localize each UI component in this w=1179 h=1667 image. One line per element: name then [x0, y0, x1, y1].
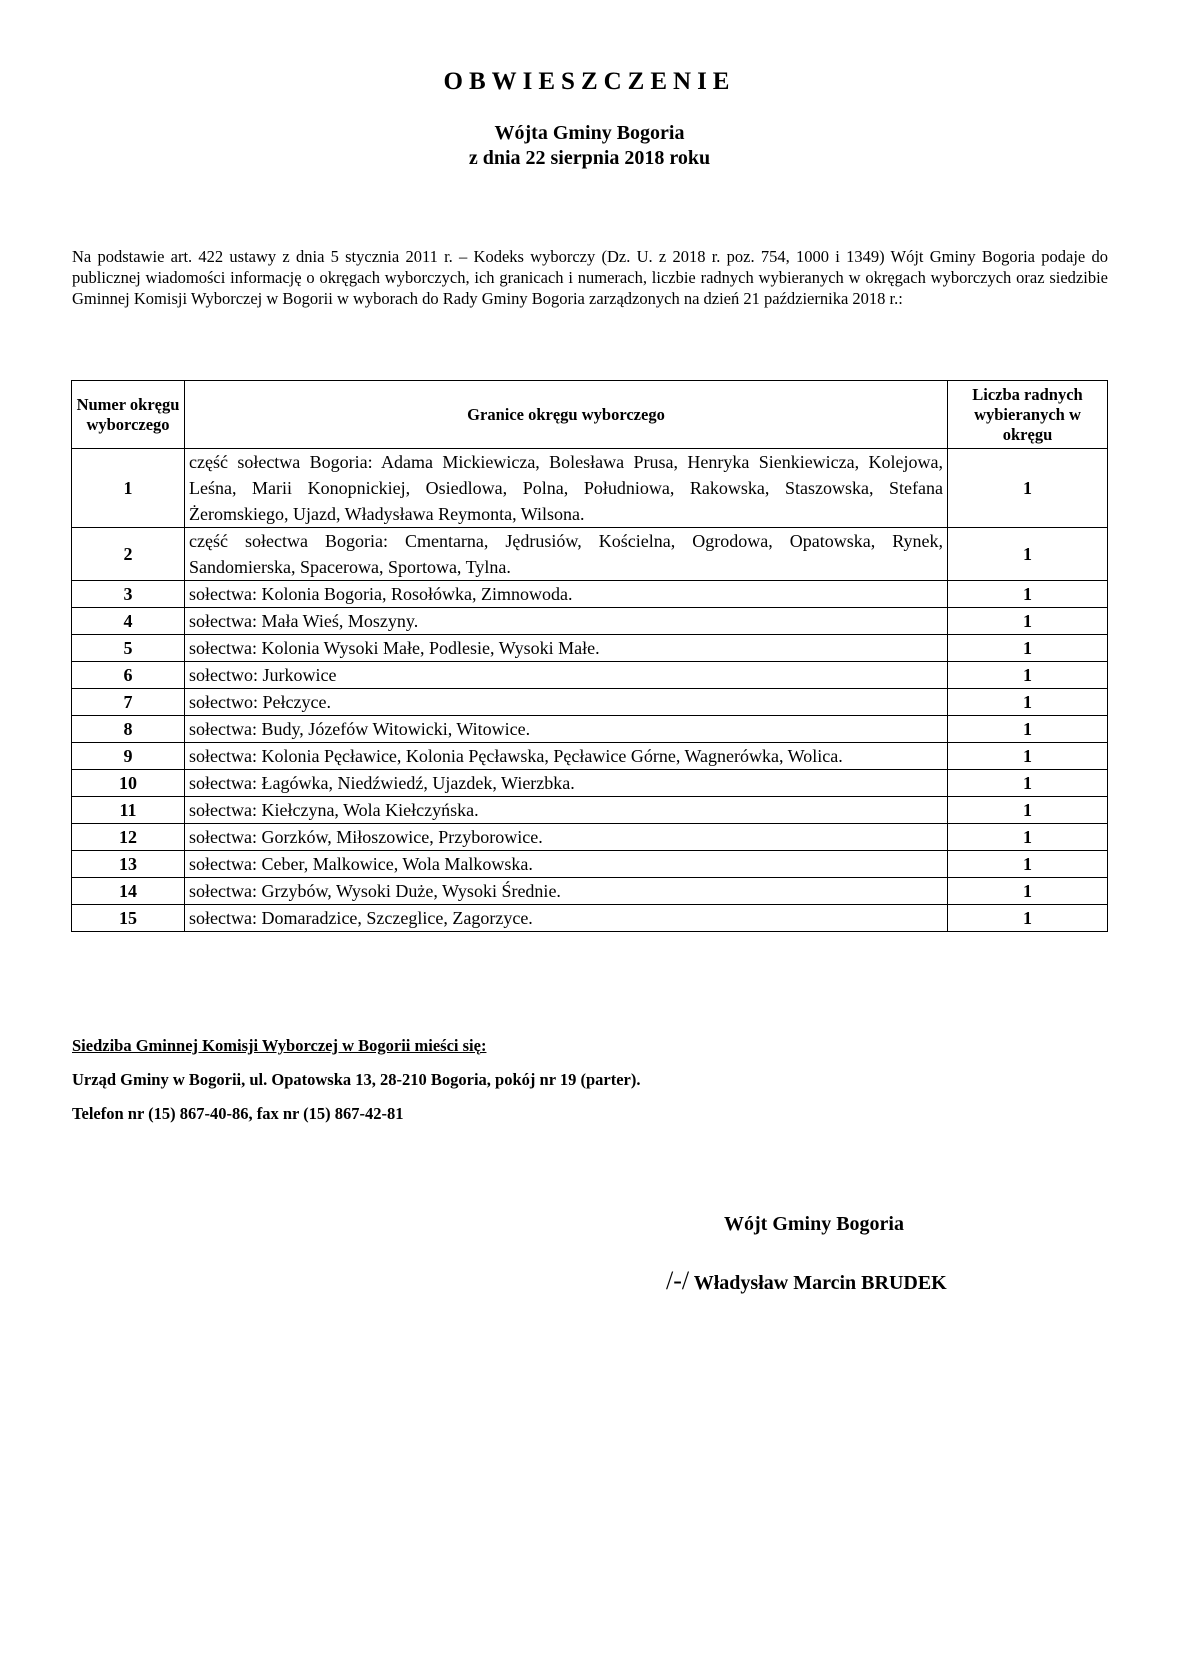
councillor-count: 1: [948, 743, 1108, 770]
commission-phone: Telefon nr (15) 867-40-86, fax nr (15) 867-42-81: [72, 1104, 404, 1123]
table-row: [72, 662, 1108, 689]
district-number: 14: [72, 878, 185, 905]
district-boundaries: sołectwo: Jurkowice: [185, 662, 948, 689]
header-number: Numer okręgu wyborczego: [72, 381, 185, 449]
table-row: [72, 797, 1108, 824]
councillor-count: 1: [948, 608, 1108, 635]
district-boundaries: część sołectwa Bogoria: Cmentarna, Jędrusiów, Kościelna, Ogrodowa, Opatowska, Rynek, Sandomierska, Spacerowa, Sportowa, Tylna.: [185, 528, 948, 581]
councillor-count: 1: [948, 905, 1108, 932]
district-number: 12: [72, 824, 185, 851]
table-row: [72, 878, 1108, 905]
signature-line: [666, 1266, 947, 1296]
table-row: [72, 743, 1108, 770]
councillor-count: 1: [948, 878, 1108, 905]
table-row: [72, 689, 1108, 716]
councillor-count: 1: [948, 581, 1108, 608]
table-header-row: [72, 381, 1108, 449]
district-boundaries: sołectwa: Kolonia Pęcławice, Kolonia Pęcławska, Pęcławice Górne, Wagnerówka, Wolica.: [185, 743, 948, 770]
table-row: [72, 824, 1108, 851]
document-subtitle-date: z dnia 22 sierpnia 2018 roku: [468, 147, 711, 169]
councillor-count: 1: [948, 851, 1108, 878]
councillor-count: 1: [948, 689, 1108, 716]
table-row: [72, 581, 1108, 608]
signature-mark: /-/: [666, 1266, 690, 1295]
header-count: Liczba radnych wybieranych w okręgu: [948, 381, 1108, 449]
district-boundaries: sołectwa: Domaradzice, Szczeglice, Zagorzyce.: [185, 905, 948, 932]
district-number: 2: [72, 528, 185, 581]
table-row: [72, 770, 1108, 797]
district-number: 10: [72, 770, 185, 797]
district-number: 13: [72, 851, 185, 878]
district-number: 9: [72, 743, 185, 770]
district-boundaries: sołectwa: Grzybów, Wysoki Duże, Wysoki Średnie.: [185, 878, 948, 905]
councillor-count: 1: [948, 449, 1108, 528]
header-boundaries: Granice okręgu wyborczego: [185, 381, 948, 449]
table-body: [72, 449, 1108, 932]
district-boundaries: sołectwa: Ceber, Malkowice, Wola Malkowska.: [185, 851, 948, 878]
councillor-count: 1: [948, 662, 1108, 689]
table-row: [72, 851, 1108, 878]
district-boundaries: sołectwa: Kolonia Bogoria, Rosołówka, Zimnowoda.: [185, 581, 948, 608]
intro-paragraph: Na podstawie art. 422 ustawy z dnia 5 stycznia 2011 r. – Kodeks wyborczy (Dz. U. z 2018 r. poz. 754, 1000 i 1349) Wójt Gminy Bogoria podaje do publicznej wiadomości informację o okręgach wyborczych, ich granicach i numerach, liczbie radnych wybieranych w okręgach wyborczych oraz siedzibie Gminnej Komisji Wyborczej w Bogorii w wyborach do Rady Gminy Bogoria zarządzonych na dzień 21 października 2018 r.:: [72, 247, 1108, 308]
councillor-count: 1: [948, 824, 1108, 851]
table-row: [72, 449, 1108, 528]
table-row: [72, 905, 1108, 932]
district-boundaries: część sołectwa Bogoria: Adama Mickiewicza, Bolesława Prusa, Henryka Sienkiewicza, Kolejowa, Leśna, Marii Konopnickiej, Osiedlowa, Polna, Południowa, Rakowska, Staszowska, Stefana Żeromskiego, Ujazd, Władysława Reymonta, Wilsona.: [185, 449, 948, 528]
councillor-count: 1: [948, 716, 1108, 743]
district-number: 15: [72, 905, 185, 932]
district-number: 7: [72, 689, 185, 716]
table-row: [72, 635, 1108, 662]
district-number: 11: [72, 797, 185, 824]
districts-table: [71, 380, 1108, 932]
document-title: OBWIESZCZENIE: [443, 68, 736, 95]
commission-seat-heading: Siedziba Gminnej Komisji Wyborczej w Bogorii mieści się:: [72, 1036, 487, 1055]
councillor-count: 1: [948, 635, 1108, 662]
councillor-count: 1: [948, 528, 1108, 581]
district-number: 4: [72, 608, 185, 635]
councillor-count: 1: [948, 770, 1108, 797]
district-boundaries: sołectwa: Gorzków, Miłoszowice, Przyborowice.: [185, 824, 948, 851]
district-number: 5: [72, 635, 185, 662]
signature-name: Władysław Marcin BRUDEK: [693, 1272, 947, 1294]
councillor-count: 1: [948, 797, 1108, 824]
table-row: [72, 608, 1108, 635]
district-boundaries: sołectwa: Mała Wieś, Moszyny.: [185, 608, 948, 635]
table-row: [72, 528, 1108, 581]
district-boundaries: sołectwo: Pełczyce.: [185, 689, 948, 716]
commission-address: Urząd Gminy w Bogorii, ul. Opatowska 13, 28-210 Bogoria, pokój nr 19 (parter).: [72, 1070, 641, 1089]
district-number: 1: [72, 449, 185, 528]
district-boundaries: sołectwa: Kiełczyna, Wola Kiełczyńska.: [185, 797, 948, 824]
document-subtitle-issuer: Wójta Gminy Bogoria: [494, 122, 685, 144]
signature-role: Wójt Gminy Bogoria: [724, 1213, 904, 1235]
district-number: 6: [72, 662, 185, 689]
district-number: 3: [72, 581, 185, 608]
district-boundaries: sołectwa: Łagówka, Niedźwiedź, Ujazdek, Wierzbka.: [185, 770, 948, 797]
district-boundaries: sołectwa: Kolonia Wysoki Małe, Podlesie, Wysoki Małe.: [185, 635, 948, 662]
district-boundaries: sołectwa: Budy, Józefów Witowicki, Witowice.: [185, 716, 948, 743]
table-row: [72, 716, 1108, 743]
district-number: 8: [72, 716, 185, 743]
